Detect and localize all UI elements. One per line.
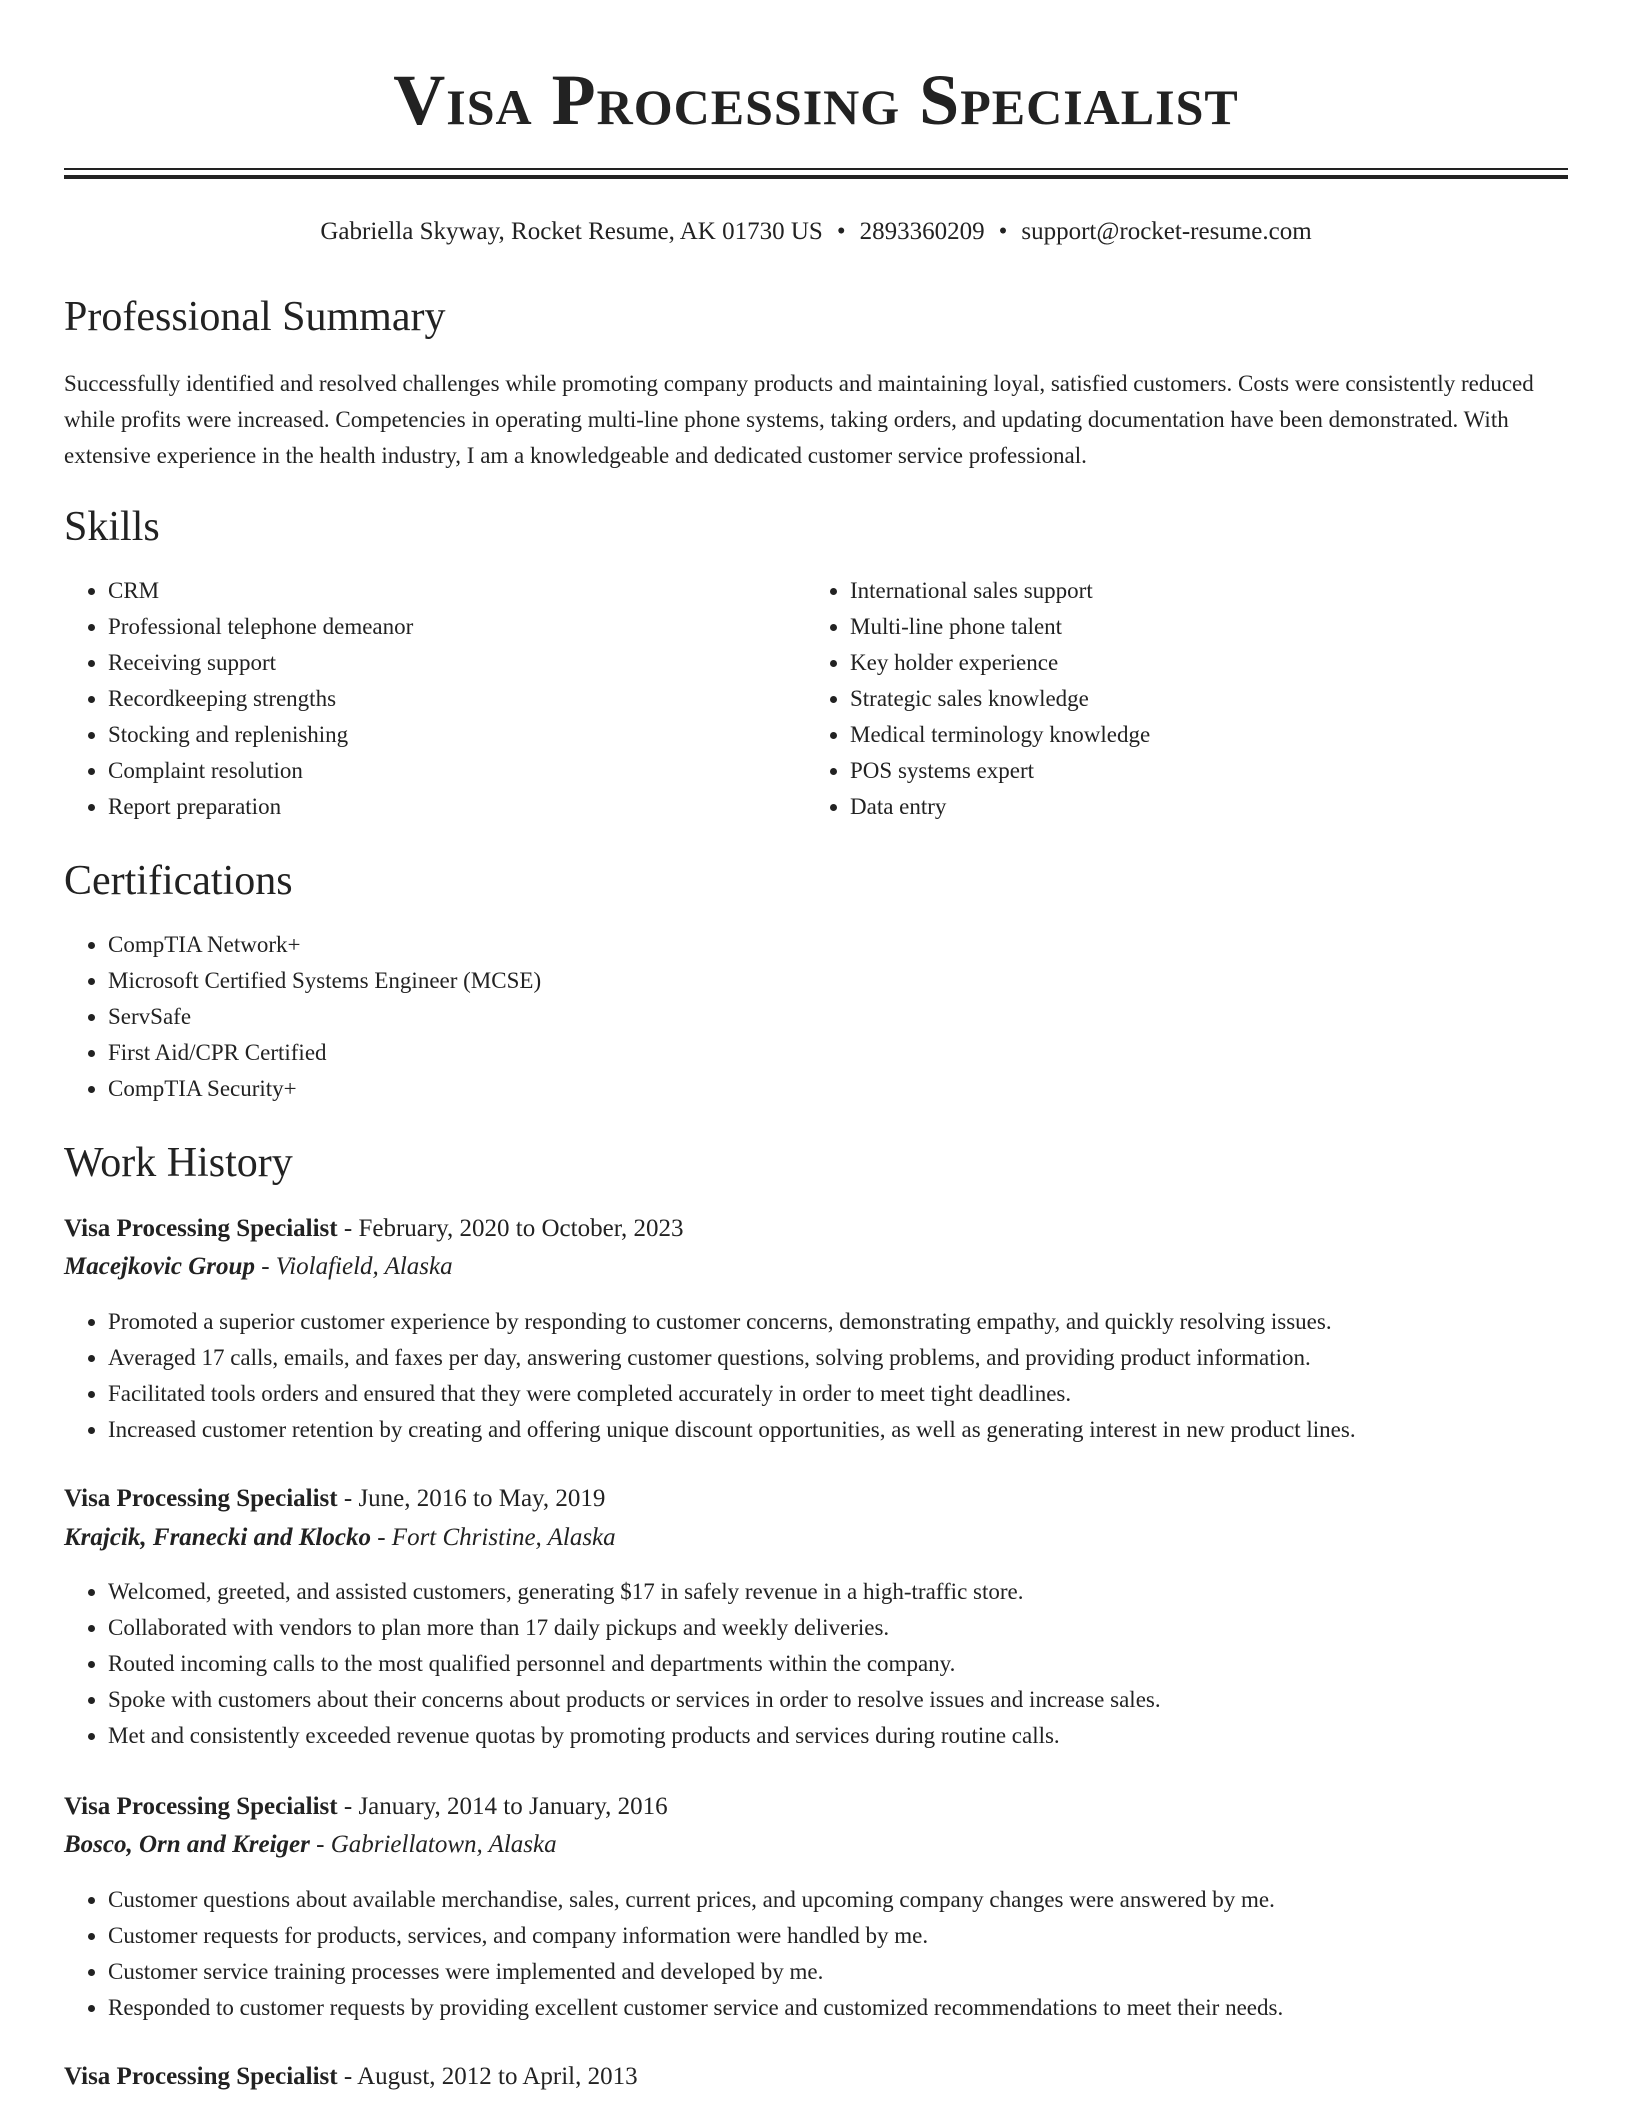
job-title: Visa Processing Specialist xyxy=(64,1485,338,1512)
contact-address: Gabriella Skyway, Rocket Resume, AK 01730 US xyxy=(320,218,823,245)
skill-item: • Key holder experience xyxy=(850,645,1550,681)
contact-email: support@rocket-resume.com xyxy=(1021,218,1312,245)
summary-heading: Professional Summary xyxy=(64,294,446,340)
work-history-heading: Work History xyxy=(64,1140,293,1186)
job-dash: - xyxy=(370,1524,392,1551)
job-dash: - xyxy=(337,1485,359,1512)
skill-item: • Report preparation xyxy=(108,789,808,825)
job-bullet: • Averaged 17 calls, emails, and faxes per day, answering customer questions, solving problems, and providing product information. xyxy=(108,1340,1612,1376)
job-bullet: • Facilitated tools orders and ensured that they were completed accurately in order to meet tight deadlines. xyxy=(108,1376,1612,1412)
job-bullet: • Routed incoming calls to the most qualified personnel and departments within the company. xyxy=(108,1646,1612,1682)
skill-item: • Recordkeeping strengths xyxy=(108,681,808,717)
job-location: Violafield, Alaska xyxy=(275,1253,453,1280)
skill-item: • Receiving support xyxy=(108,645,808,681)
job-title-line xyxy=(64,2060,638,2094)
certification-item: • CompTIA Security+ xyxy=(108,1071,1508,1107)
skill-item: • Multi-line phone talent xyxy=(850,609,1550,645)
job-bullet: • Increased customer retention by creating and offering unique discount opportunities, as well as generating interest in new product lines. xyxy=(108,1412,1612,1448)
job-title: Visa Processing Specialist xyxy=(64,1215,338,1242)
certification-item: • Microsoft Certified Systems Engineer (MCSE) xyxy=(108,963,1508,999)
skill-item: • Stocking and replenishing xyxy=(108,717,808,753)
job-company: Krajcik, Franecki and Klocko xyxy=(64,1524,371,1551)
job-location: Fort Christine, Alaska xyxy=(391,1524,616,1551)
job-location: Gabriellatown, Alaska xyxy=(330,1831,557,1858)
job-dash: - xyxy=(254,1253,276,1280)
title-divider-thin xyxy=(64,168,1568,170)
job-title-line xyxy=(64,1212,684,1246)
job-dates: June, 2016 to May, 2019 xyxy=(358,1485,606,1512)
contact-separator: • xyxy=(836,218,846,245)
job-company: Macejkovic Group xyxy=(64,1253,255,1280)
job-bullets xyxy=(64,1574,1612,1754)
page-title: Visa Processing Specialist xyxy=(393,60,1239,140)
skill-item: • POS systems expert xyxy=(850,753,1550,789)
job-title: Visa Processing Specialist xyxy=(64,1793,338,1820)
job-dash: - xyxy=(309,1831,331,1858)
contact-line xyxy=(0,216,1632,248)
job-dates: August, 2012 to April, 2013 xyxy=(357,2063,638,2090)
skills-list-right xyxy=(806,573,1550,825)
job-company: Bosco, Orn and Kreiger xyxy=(64,1831,310,1858)
skill-item: • Complaint resolution xyxy=(108,753,808,789)
job-title: Visa Processing Specialist xyxy=(64,2063,338,2090)
certification-item: • ServSafe xyxy=(108,999,1508,1035)
certifications-heading: Certifications xyxy=(64,858,293,904)
job-company-line xyxy=(64,1250,453,1284)
certification-item: • First Aid/CPR Certified xyxy=(108,1035,1508,1071)
skills-list-left xyxy=(64,573,808,825)
job-title-line xyxy=(64,1482,605,1516)
skill-item: • Strategic sales knowledge xyxy=(850,681,1550,717)
title-divider-thick xyxy=(64,175,1568,179)
job-bullet: • Met and consistently exceeded revenue quotas by promoting products and services during routine calls. xyxy=(108,1718,1612,1754)
job-dash: - xyxy=(337,1215,359,1242)
job-bullets xyxy=(64,1882,1612,2026)
job-bullet: • Promoted a superior customer experience by responding to customer concerns, demonstrating empathy, and quickly resolving issues. xyxy=(108,1304,1612,1340)
summary-text: Successfully identified and resolved challenges while promoting company products and maintaining loyal, satisfied customers. Costs were consistently reduced while profits were increased. Competencies in operating multi-line phone systems, taking orders, and updating documentation have been demonstrated. With extensive experience in the health industry, I am a knowledgeable and dedicated customer service professional. xyxy=(64,371,1534,468)
certifications-list xyxy=(64,927,1508,1107)
job-bullets xyxy=(64,1304,1612,1448)
contact-phone: 2893360209 xyxy=(859,218,985,245)
job-dates: January, 2014 to January, 2016 xyxy=(358,1793,668,1820)
job-bullet: • Responded to customer requests by providing excellent customer service and customized recommendations to meet their needs. xyxy=(108,1990,1612,2026)
job-bullet: • Spoke with customers about their concerns about products or services in order to resolve issues and increase sales. xyxy=(108,1682,1612,1718)
skills-heading: Skills xyxy=(64,504,160,550)
job-bullet: • Welcomed, greeted, and assisted customers, generating $17 in safely revenue in a high-traffic store. xyxy=(108,1574,1612,1610)
contact-separator: • xyxy=(998,218,1008,245)
skill-item: • Data entry xyxy=(850,789,1550,825)
certification-item: • CompTIA Network+ xyxy=(108,927,1508,963)
job-dash: - xyxy=(337,1793,359,1820)
job-dash: - xyxy=(337,2063,358,2090)
skill-item: • Professional telephone demeanor xyxy=(108,609,808,645)
job-bullet: • Customer requests for products, services, and company information were handled by me. xyxy=(108,1918,1612,1954)
job-bullet: • Collaborated with vendors to plan more than 17 daily pickups and weekly deliveries. xyxy=(108,1610,1612,1646)
job-title-line xyxy=(64,1790,668,1824)
job-bullet: • Customer questions about available merchandise, sales, current prices, and upcoming company changes were answered by me. xyxy=(108,1882,1612,1918)
job-company-line xyxy=(64,1521,616,1555)
job-bullet: • Customer service training processes were implemented and developed by me. xyxy=(108,1954,1612,1990)
skill-item: • Medical terminology knowledge xyxy=(850,717,1550,753)
skill-item: • International sales support xyxy=(850,573,1550,609)
job-company-line xyxy=(64,1828,557,1862)
job-dates: February, 2020 to October, 2023 xyxy=(358,1215,684,1242)
skill-item: • CRM xyxy=(108,573,808,609)
